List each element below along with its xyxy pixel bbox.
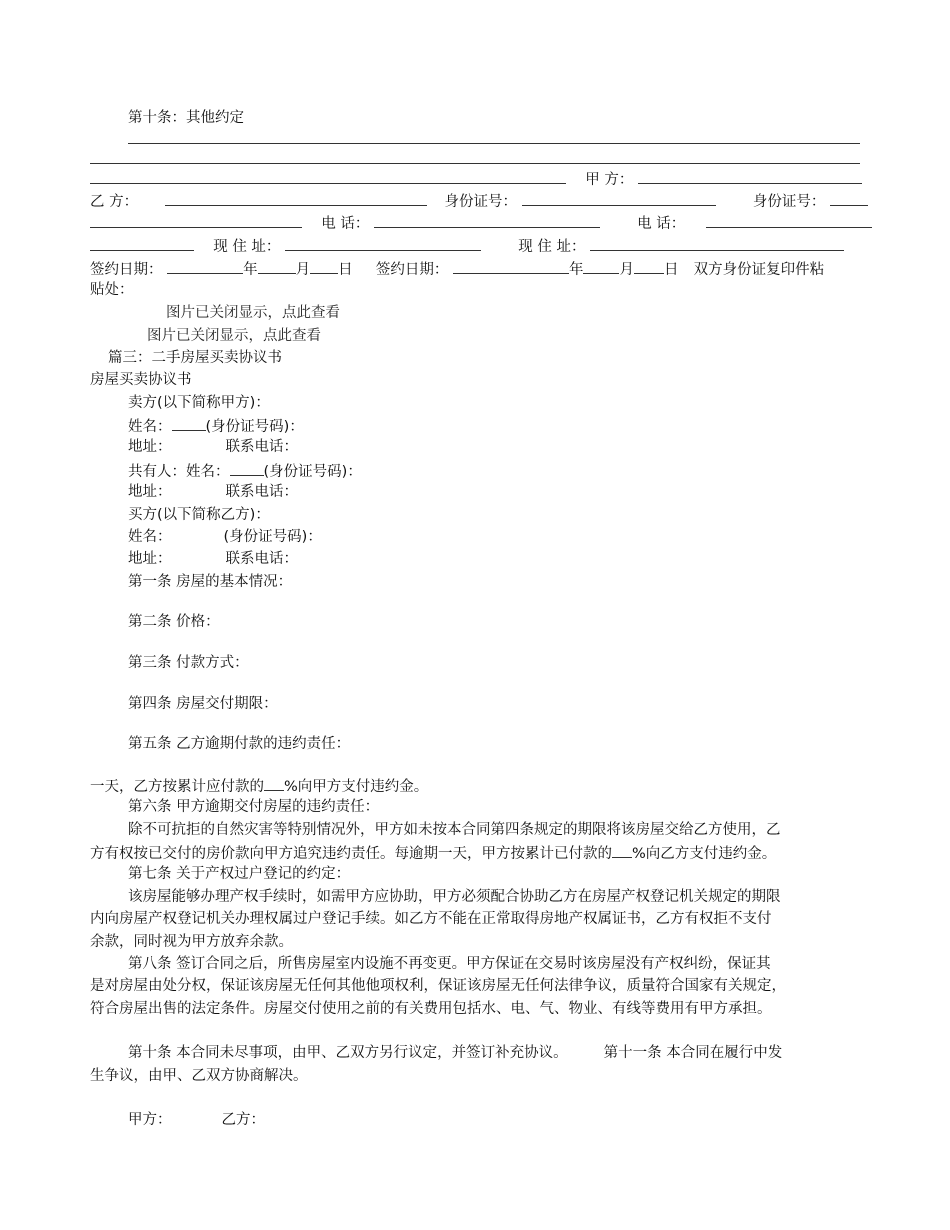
- article-3: 第三条 付款方式：: [128, 655, 249, 671]
- percent-blank: [264, 775, 284, 791]
- image-placeholder-link[interactable]: 图片已关闭显示，点此查看: [147, 328, 321, 344]
- article-5: 第五条 乙方逾期付款的违约责任：: [128, 736, 351, 752]
- id-label: (身份证号码)：: [223, 529, 322, 545]
- phone-label: 联系电话：: [225, 484, 298, 500]
- month-blank-2: [583, 258, 619, 274]
- day-label: 日: [338, 262, 353, 278]
- article-2: 第二条 价格：: [128, 614, 220, 630]
- name-label: 姓名：: [128, 419, 172, 435]
- address-blank: [285, 235, 481, 251]
- buyer-heading: 买方(以下简称乙方)：: [128, 507, 270, 523]
- id-label: (身份证号码)：: [205, 419, 304, 435]
- party-b-blank: [165, 190, 427, 206]
- signature-row-3: [90, 212, 872, 234]
- month-label-2: 月: [619, 262, 634, 278]
- article-8-line-3: 符合房屋出售的法定条件。房屋交付使用之前的有关费用包括水、电、气、物业、有线等费用有甲方承担。: [90, 1001, 772, 1017]
- article-10-text: 第十条 本合同未尽事项，由甲、乙双方另行议定，并签订补充协议。: [128, 1045, 568, 1061]
- article-6-line-2a: 方有权按已交付的房价款向甲方追究违约责任。每逾期一天，甲方按累计已付款的: [90, 846, 612, 862]
- address-label: 地址：: [128, 551, 172, 567]
- blank-line: [90, 163, 860, 164]
- party-a-sign: 甲方：: [128, 1112, 172, 1128]
- phone-blank: [374, 212, 600, 228]
- document-title: 房屋买卖协议书: [90, 372, 192, 388]
- buyer-name-row: [128, 527, 322, 547]
- article-10-line-2: 生争议，由甲、乙双方协商解决。: [90, 1068, 308, 1084]
- day-blank-2: [634, 258, 664, 274]
- article-8-line-2: 是对房屋由处分权，保证该房屋无任何其他他项权利，保证该房屋无任何法律争议，质量符合国家有关规定，: [90, 978, 786, 994]
- address-label: 现 住 址：: [213, 239, 281, 255]
- article-10-line-1: [128, 1043, 782, 1063]
- party-a-label: 甲 方：: [585, 172, 634, 188]
- blank-line: [128, 143, 860, 144]
- article-4: 第四条 房屋交付期限：: [128, 696, 278, 712]
- party-b-label: 乙 方：: [90, 194, 139, 210]
- id-number-blank-2: [830, 190, 868, 206]
- day-label-2: 日: [663, 262, 679, 278]
- address-label: 地址：: [128, 484, 172, 500]
- coowner-name-blank: [230, 460, 264, 476]
- phone-label-2: 电 话：: [637, 216, 686, 232]
- percent-blank: [612, 842, 632, 858]
- section-heading: 篇三：二手房屋买卖协议书: [108, 350, 282, 366]
- signature-row-2: [90, 190, 868, 212]
- signature-footer: [128, 1110, 265, 1130]
- buyer-address-row: [128, 549, 298, 569]
- article-7-line-2: 内向房屋产权登记机关办理权属过户登记手续。如乙方不能在正常取得房地产权属证书，乙方有权拒不支付: [90, 911, 772, 927]
- seller-address-row: [128, 437, 298, 457]
- phone-label: 联系电话：: [225, 551, 298, 567]
- coowner-row: [128, 460, 362, 482]
- article-7-line-1: 该房屋能够办理产权手续时，如需甲方应协助，甲方必须配合协助乙方在房屋产权登记机关规定的期限: [128, 889, 781, 905]
- article-8-line-1: 第八条 签订合同之后，所售房屋室内设施不再变更。甲方保证在交易时该房屋没有产权纠纷，保证其: [128, 956, 771, 972]
- coowner-address-row: [128, 482, 298, 502]
- sign-date-label-2: 签约日期：: [375, 262, 449, 278]
- party-a-blank: [638, 168, 862, 184]
- seller-name-row: [128, 415, 304, 437]
- article-7: 第七条 关于产权过户登记的约定：: [128, 866, 351, 882]
- article-6: 第六条 甲方逾期交付房屋的违约责任：: [128, 799, 380, 815]
- article-6-line-1: 除不可抗拒的自然灾害等特别情况外，甲方如未按本合同第四条规定的期限将该房屋交给乙方使用，乙: [128, 822, 781, 838]
- signature-row-4: [90, 235, 844, 257]
- signature-row-1: [90, 168, 862, 190]
- article-1: 第一条 房屋的基本情况：: [128, 574, 293, 590]
- blank-line: [90, 235, 194, 251]
- name-label: 姓名：: [128, 529, 172, 545]
- address-label-2: 现 住 址：: [518, 239, 586, 255]
- article-7-line-3: 余款，同时视为甲方放弃余款。: [90, 934, 293, 950]
- article-5-text: [90, 775, 428, 797]
- id-copy-label: 双方身份证复印件粘: [693, 262, 825, 278]
- year-label: 年: [243, 262, 258, 278]
- coowner-name-label: 共有人：姓名：: [128, 464, 230, 480]
- id-copy-label-cont: 贴处：: [90, 282, 134, 298]
- blank-line: [90, 168, 566, 184]
- address-label: 地址：: [128, 439, 172, 455]
- article-6-line-2: [90, 842, 776, 864]
- day-blank: [310, 258, 338, 274]
- party-b-sign: 乙方：: [221, 1112, 265, 1128]
- image-placeholder-link[interactable]: 图片已关闭显示，点此查看: [166, 305, 340, 321]
- signature-row-5: [90, 258, 824, 280]
- article-10-heading: 第十条：其他约定: [128, 110, 244, 126]
- blank-line: [90, 212, 302, 228]
- year-blank: [167, 258, 243, 274]
- id-number-blank: [522, 190, 716, 206]
- id-number-label: 身份证号：: [444, 194, 518, 210]
- phone-label: 联系电话：: [225, 439, 298, 455]
- coowner-id-label: (身份证号码)：: [263, 464, 362, 480]
- article-5-text-b: %向甲方支付违约金。: [284, 779, 429, 795]
- article-6-line-2b: %向乙方支付违约金。: [632, 846, 777, 862]
- sign-date-label: 签约日期：: [90, 262, 163, 278]
- address-blank-2: [590, 235, 844, 251]
- article-11-text: 第十一条 本合同在履行中发: [603, 1045, 783, 1061]
- name-blank: [172, 415, 206, 431]
- seller-heading: 卖方(以下简称甲方)：: [128, 395, 270, 411]
- article-5-text-a: 一天，乙方按累计应付款的: [90, 779, 264, 795]
- month-label: 月: [295, 262, 311, 278]
- year-label-2: 年: [568, 262, 584, 278]
- phone-label: 电 话：: [321, 216, 370, 232]
- id-number-label-2: 身份证号：: [752, 194, 826, 210]
- year-blank-2: [453, 258, 569, 274]
- month-blank: [258, 258, 296, 274]
- phone-blank-2: [706, 212, 872, 228]
